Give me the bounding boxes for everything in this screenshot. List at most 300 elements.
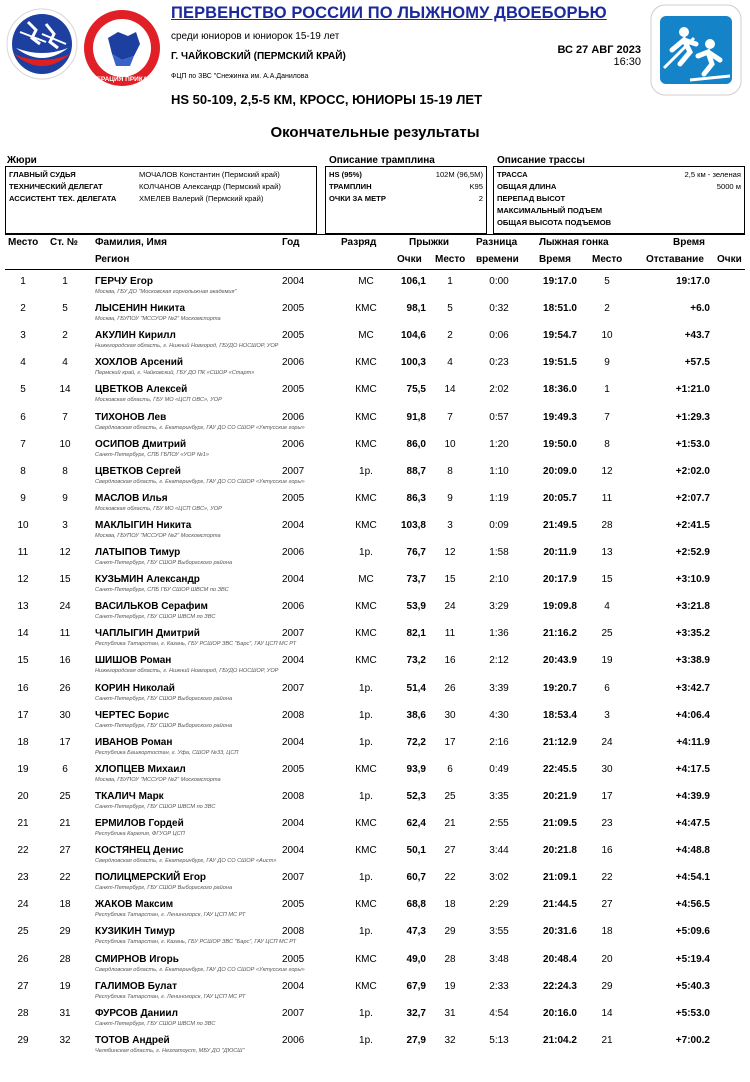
result-ski-time: 20:11.9: [543, 547, 577, 558]
result-total: +4:56.5: [675, 899, 710, 911]
result-year: 2005: [282, 492, 305, 504]
result-jump-place: 32: [444, 1034, 456, 1046]
result-total: +3:35.2: [675, 628, 710, 640]
result-rank: 1р.: [359, 736, 373, 748]
result-ski-time: 22:45.5: [543, 763, 577, 775]
result-rank: КМС: [355, 411, 377, 423]
result-year: 2004: [282, 845, 305, 857]
result-name: ШИШОВ Роман: [95, 655, 172, 667]
result-region: Санкт-Петербург, ГБУ СШОР Выборгского района: [95, 560, 233, 566]
result-jump-points: 49,0: [406, 953, 426, 965]
result-jump-points: 98,1: [406, 303, 426, 315]
hill-value: 102М (96,5М): [435, 170, 483, 179]
result-place: 19: [17, 763, 29, 775]
result-rank: КМС: [355, 655, 377, 667]
result-time-diff: 3:55: [489, 926, 509, 938]
result-ski-time: 20:43.9: [543, 655, 577, 667]
result-region: Санкт-Петербург, ГБУ СШОР Выборгского района: [95, 695, 233, 702]
result-time-diff: 0:49: [489, 763, 509, 775]
result-year: 2005: [282, 303, 305, 315]
result-bib: 27: [59, 845, 71, 857]
col-bib: Ст. №: [50, 237, 78, 248]
result-jump-points: 60,7: [406, 872, 426, 884]
result-rank: КМС: [355, 601, 377, 613]
result-jump-place: 4: [447, 357, 453, 369]
col-year: Год: [282, 237, 300, 248]
table-row: [0, 708, 750, 735]
result-ski-place: 8: [604, 438, 610, 450]
hill-box: [325, 166, 487, 234]
result-region: Санкт-Петербург, ГБУ СШОР ШВСМ по ЗВС: [95, 803, 216, 810]
result-bib: 8: [62, 465, 68, 477]
hill-key: ТРАМПЛИН: [329, 182, 372, 191]
jury-box: [5, 166, 317, 234]
table-row: [0, 735, 750, 762]
result-jump-points: 68,8: [406, 899, 426, 911]
result-year: 2005: [282, 763, 305, 775]
result-ski-place: 22: [601, 872, 613, 884]
result-year: 2008: [282, 790, 305, 802]
result-total: +1:21.0: [675, 384, 710, 396]
result-bib: 31: [59, 1007, 71, 1019]
result-time-diff: 2:16: [489, 736, 509, 748]
header-rule-top: [5, 234, 745, 235]
result-name: ХОХЛОВ Арсений: [95, 357, 184, 369]
course-key: ПЕРЕПАД ВЫСОТ: [497, 194, 566, 203]
result-time-diff: 0:23: [489, 357, 509, 369]
table-row: [0, 491, 750, 518]
result-time-diff: 0:57: [489, 411, 509, 423]
result-place: 27: [17, 980, 29, 992]
table-row: [0, 1006, 750, 1033]
result-ski-time: 20:21.9: [543, 790, 577, 802]
result-region: Санкт-Петербург, ГБУ СШОР Выборгского района: [95, 722, 233, 729]
results-heading: Окончательные результаты: [270, 124, 480, 141]
result-name: ЕРМИЛОВ Гордей: [95, 818, 184, 829]
result-total: +4:47.5: [675, 818, 710, 829]
result-place: 20: [17, 790, 29, 802]
result-place: 11: [17, 547, 29, 558]
result-ski-place: 18: [601, 926, 613, 938]
result-ski-time: 21:44.5: [543, 899, 577, 911]
result-ski-time: 18:51.0: [543, 303, 577, 315]
result-place: 9: [20, 492, 26, 504]
result-ski-time: 19:20.7: [543, 682, 577, 694]
result-jump-points: 27,9: [406, 1034, 426, 1046]
result-name: КУЗИКИН Тимур: [95, 926, 175, 938]
course-key: МАКСИМАЛЬНЫЙ ПОДЪЕМ: [497, 206, 603, 215]
result-year: 2007: [282, 1007, 305, 1019]
result-jump-place: 10: [444, 438, 456, 450]
result-bib: 15: [59, 574, 71, 586]
table-row: [0, 328, 750, 355]
result-year: 2005: [282, 384, 305, 396]
result-region: Москва, ГБУПОУ "МССУОР №2" Москомспорта: [95, 316, 221, 323]
result-ski-place: 30: [601, 763, 613, 775]
result-name: ВАСИЛЬКОВ Серафим: [95, 601, 208, 613]
result-time-diff: 5:13: [489, 1034, 509, 1046]
result-bib: 22: [59, 872, 71, 884]
result-jump-place: 8: [447, 465, 453, 477]
result-jump-place: 3: [447, 519, 453, 531]
result-name: ТОТОВ Андрей: [95, 1034, 170, 1046]
result-rank: 1р.: [359, 872, 373, 884]
table-row: [0, 410, 750, 437]
result-name: ЖАКОВ Максим: [95, 899, 174, 911]
result-bib: 19: [59, 980, 71, 992]
result-total: +4:06.4: [675, 709, 710, 721]
table-row: [0, 626, 750, 653]
result-ski-place: 3: [604, 709, 610, 721]
result-place: 17: [17, 709, 29, 721]
result-total: +3:38.9: [675, 655, 710, 667]
result-time-diff: 1:19: [489, 492, 509, 504]
col-jump-points: Очки: [397, 254, 422, 265]
result-year: 2006: [282, 547, 305, 558]
result-jump-points: 51,4: [406, 682, 426, 694]
result-jump-place: 27: [444, 845, 456, 857]
result-bib: 24: [59, 601, 71, 613]
result-total: +3:42.7: [675, 682, 710, 694]
result-region: Республика Карелия, ФГУОР ЦСП: [95, 831, 185, 837]
result-total: +4:39.9: [675, 790, 710, 802]
result-time-diff: 1:20: [489, 438, 509, 450]
result-year: 2007: [282, 682, 305, 694]
result-jump-points: 88,7: [406, 465, 426, 477]
table-row: [0, 274, 750, 301]
result-rank: 1р.: [359, 1034, 373, 1046]
result-year: 2004: [282, 736, 305, 748]
header-rule-bottom: [5, 269, 745, 270]
result-name: ОСИПОВ Дмитрий: [95, 438, 187, 450]
result-ski-time: 20:17.9: [543, 574, 577, 586]
result-bib: 14: [59, 384, 71, 396]
result-place: 18: [17, 736, 29, 748]
result-region: Республика Башкортостан, г. Уфа, СШОР №33, ЦСП: [95, 749, 239, 756]
table-row: [0, 464, 750, 491]
jury-heading: Жюри: [7, 155, 37, 166]
result-region: Республика Татарстан, г. Лениногорск, ГАУ ЦСП МС РТ: [95, 912, 246, 919]
result-jump-points: 67,9: [406, 980, 426, 992]
result-name: ТИХОНОВ Лев: [95, 411, 167, 423]
result-rank: КМС: [355, 899, 377, 911]
result-region: Санкт-Петербург, ГБУ СШОР ШВСМ по ЗВС: [95, 1020, 216, 1027]
result-year: 2007: [282, 628, 305, 640]
result-rank: КМС: [355, 438, 377, 450]
result-region: Республика Татарстан, г. Лениногорск, ГАУ ЦСП МС РТ: [95, 993, 246, 1000]
result-name: ЛЫСЕНИН Никита: [95, 303, 186, 315]
result-name: ТКАЛИЧ Марк: [95, 790, 164, 802]
result-jump-points: 73,2: [406, 655, 426, 667]
result-name: ИВАНОВ Роман: [95, 736, 173, 748]
table-row: [0, 924, 750, 951]
result-name: ЦВЕТКОВ Сергей: [95, 465, 181, 477]
result-name: ЧАПЛЫГИН Дмитрий: [95, 628, 200, 640]
result-place: 14: [17, 628, 29, 640]
result-year: 2004: [282, 276, 305, 287]
result-time-diff: 4:54: [489, 1007, 509, 1019]
result-ski-place: 15: [601, 574, 613, 586]
result-bib: 32: [59, 1034, 71, 1046]
col-ski-time: Время: [539, 254, 571, 265]
result-ski-time: 21:09.1: [543, 872, 577, 884]
result-time-diff: 3:29: [489, 601, 509, 613]
result-place: 13: [17, 601, 29, 613]
table-row: [0, 653, 750, 680]
course-box: [493, 166, 745, 234]
result-bib: 17: [59, 736, 71, 748]
result-jump-place: 24: [444, 601, 456, 613]
result-name: ГЕРЧУ Егор: [95, 276, 153, 287]
event-title: ПЕРВЕНСТВО РОССИИ ПО ЛЫЖНОМУ ДВОЕБОРЬЮ: [171, 4, 607, 22]
result-region: Санкт-Петербург, СПБ ГБПОУ «УОР №1»: [95, 451, 210, 458]
result-region: Санкт-Петербург, ГБУ СШОР ШВСМ по ЗВС: [95, 614, 216, 621]
result-total: +6.0: [690, 303, 710, 315]
result-ski-place: 28: [601, 519, 613, 531]
result-time-diff: 2:33: [489, 980, 509, 992]
result-time-diff: 0:32: [489, 303, 509, 315]
result-year: 2006: [282, 601, 305, 613]
result-bib: 26: [59, 682, 71, 694]
hill-key: HS (95%): [329, 170, 362, 179]
col-diff-time: времени: [476, 254, 519, 265]
result-name: МАСЛОВ Илья: [95, 492, 168, 504]
result-jump-place: 7: [447, 411, 453, 423]
result-ski-time: 19:49.3: [543, 411, 577, 423]
jury-value: МОЧАЛОВ Константин (Пермский край): [139, 170, 280, 179]
table-row: [0, 681, 750, 708]
result-ski-place: 29: [601, 980, 613, 992]
result-ski-place: 9: [604, 357, 610, 369]
result-ski-time: 20:09.0: [543, 465, 577, 477]
result-total: +4:48.8: [675, 845, 710, 857]
result-rank: 1р.: [359, 682, 373, 694]
table-row: [0, 952, 750, 979]
result-ski-place: 11: [601, 492, 613, 504]
hill-heading: Описание трамплина: [329, 155, 435, 166]
result-ski-time: 21:49.5: [543, 519, 577, 531]
result-place: 15: [17, 655, 29, 667]
result-jump-points: 93,9: [406, 763, 426, 775]
result-time-diff: 2:02: [489, 384, 509, 396]
result-time-diff: 3:35: [489, 790, 509, 802]
col-jump-place: Место: [435, 254, 466, 265]
result-place: 10: [17, 519, 29, 531]
col-behind: Отставание: [646, 254, 704, 265]
result-year: 2005: [282, 953, 305, 965]
result-total: +1:29.3: [675, 411, 710, 423]
result-bib: 10: [59, 438, 71, 450]
result-bib: 7: [62, 411, 68, 423]
result-time-diff: 0:06: [489, 330, 509, 342]
result-place: 24: [17, 899, 29, 911]
result-jump-place: 12: [444, 547, 456, 558]
result-total: +5:40.3: [675, 980, 710, 992]
jury-key: АССИСТЕНТ ТЕХ. ДЕЛЕГАТА: [9, 194, 117, 203]
result-jump-points: 53,9: [406, 601, 426, 613]
result-region: Московская область, ГБУ МО «ЦСП ОВС», УОР: [95, 505, 222, 512]
jury-value: ХМЕЛЕВ Валерий (Пермский край): [139, 194, 264, 203]
result-total: 19:17.0: [676, 276, 710, 287]
result-place: 28: [17, 1007, 29, 1019]
result-ski-place: 2: [604, 303, 610, 315]
table-row: [0, 572, 750, 599]
course-value: 2,5 км - зеленая: [684, 170, 741, 179]
result-rank: КМС: [355, 384, 377, 396]
result-ski-place: 24: [601, 736, 613, 748]
col-region: Регион: [95, 254, 130, 265]
result-place: 23: [17, 872, 29, 884]
result-year: 2004: [282, 519, 305, 531]
course-heading: Описание трассы: [497, 155, 585, 166]
course-value: 5000 м: [716, 182, 741, 191]
table-row: [0, 599, 750, 626]
result-region: Пермский край, г. Чайковский, ГБУ ДО ПК «СШОР «Старт»: [95, 370, 255, 377]
result-ski-time: 20:16.0: [543, 1007, 577, 1019]
result-ski-time: 21:12.9: [543, 736, 577, 748]
result-region: Свердловская область, г. Екатеринбург, ГАУ ДО СО СШОР «Уктусские горы»: [95, 966, 305, 973]
table-row: [0, 437, 750, 464]
result-region: Московская область, ГБУ МО «ЦСП ОВС», УОР: [95, 397, 222, 404]
result-jump-place: 5: [447, 303, 453, 315]
table-row: [0, 816, 750, 843]
result-year: 2007: [282, 872, 305, 884]
result-year: 2004: [282, 655, 305, 667]
course-key: ОБЩАЯ ДЛИНА: [497, 182, 557, 191]
result-place: 25: [17, 926, 29, 938]
result-ski-place: 16: [601, 845, 613, 857]
result-jump-points: 73,7: [406, 574, 426, 586]
result-total: +2:52.9: [675, 547, 710, 558]
result-ski-place: 12: [601, 465, 613, 477]
event-location: Г. ЧАЙКОВСКИЙ (ПЕРМСКИЙ КРАЙ): [171, 51, 346, 62]
result-rank: 1р.: [359, 1007, 373, 1019]
result-place: 22: [17, 845, 29, 857]
result-jump-points: 86,0: [406, 438, 426, 450]
result-place: 3: [20, 330, 26, 342]
result-rank: КМС: [355, 953, 377, 965]
result-place: 5: [20, 384, 26, 396]
result-ski-time: 19:51.5: [543, 357, 577, 369]
result-jump-place: 22: [444, 872, 456, 884]
result-rank: КМС: [355, 818, 377, 829]
result-year: 2006: [282, 438, 305, 450]
result-ski-place: 14: [601, 1007, 613, 1019]
result-jump-points: 82,1: [406, 628, 426, 640]
result-jump-place: 14: [444, 384, 456, 396]
hill-value: 2: [478, 194, 483, 203]
logo-text: ФЕДЕРАЦИЯ ПРИКАМЬЯ: [82, 76, 162, 83]
result-place: 4: [20, 357, 26, 369]
result-ski-time: 19:17.0: [543, 276, 577, 287]
table-row: [0, 870, 750, 897]
event-date: ВС 27 АВГ 2023: [557, 44, 641, 56]
result-year: 2004: [282, 980, 305, 992]
result-place: 6: [20, 411, 26, 423]
result-name: ХЛОПЦЕВ Михаил: [95, 763, 186, 775]
result-rank: КМС: [355, 303, 377, 315]
result-rank: 1р.: [359, 790, 373, 802]
table-row: [0, 355, 750, 382]
result-total: +7:00.2: [675, 1034, 710, 1046]
result-ski-time: 21:16.2: [543, 628, 577, 640]
result-jump-place: 9: [447, 492, 453, 504]
result-rank: МС: [358, 574, 374, 586]
result-ski-place: 7: [604, 411, 610, 423]
result-total: +4:17.5: [675, 763, 710, 775]
result-jump-place: 16: [444, 655, 456, 667]
result-ski-time: 19:50.0: [543, 438, 577, 450]
result-total: +4:54.1: [675, 872, 710, 884]
result-total: +1:53.0: [675, 438, 710, 450]
result-year: 2005: [282, 330, 305, 342]
result-ski-time: 20:31.6: [543, 926, 577, 938]
result-jump-points: 75,5: [406, 384, 426, 396]
result-ski-place: 20: [601, 953, 613, 965]
col-ski-place: Место: [592, 254, 623, 265]
result-rank: КМС: [355, 492, 377, 504]
result-time-diff: 2:29: [489, 899, 509, 911]
jury-value: КОЛЧАНОВ Александр (Пермский край): [139, 182, 281, 191]
result-ski-place: 21: [601, 1034, 613, 1046]
result-ski-place: 10: [601, 330, 613, 342]
result-jump-points: 100,3: [400, 357, 426, 369]
result-jump-place: 21: [444, 818, 456, 829]
result-time-diff: 1:36: [489, 628, 509, 640]
result-bib: 1: [62, 276, 68, 287]
result-jump-points: 50,1: [406, 845, 426, 857]
result-time-diff: 1:10: [489, 465, 509, 477]
result-rank: КМС: [355, 763, 377, 775]
result-bib: 4: [62, 357, 68, 369]
result-time-diff: 1:58: [489, 547, 509, 558]
result-rank: КМС: [355, 519, 377, 531]
result-place: 21: [17, 818, 29, 829]
result-region: Свердловская область, г. Екатеринбург, ГАУ ДО СО СШОР «Уктусские горы»: [95, 424, 305, 431]
result-jump-points: 103,8: [400, 519, 426, 531]
result-time-diff: 2:10: [489, 574, 509, 586]
result-total: +5:19.4: [675, 953, 710, 965]
result-region: Свердловская область, г. Екатеринбург, ГАУ ДО СО СШОР «Аист»: [95, 858, 277, 865]
result-name: АКУЛИН Кирилл: [95, 330, 176, 342]
result-bib: 12: [59, 547, 71, 558]
result-place: 26: [17, 953, 29, 965]
result-name: ЛАТЫПОВ Тимур: [95, 547, 181, 558]
result-ski-place: 13: [601, 547, 613, 558]
result-year: 2006: [282, 1034, 305, 1046]
table-row: [0, 382, 750, 409]
result-time-diff: 0:09: [489, 519, 509, 531]
result-year: 2006: [282, 411, 305, 423]
table-row: [0, 545, 750, 572]
result-region: Нижегородская область, г. Нижний Новгород, ГБУДО НОСШОР, УОР: [95, 343, 279, 350]
result-place: 12: [17, 574, 29, 586]
result-place: 1: [20, 276, 26, 287]
result-ski-time: 22:24.3: [543, 980, 577, 992]
result-time-diff: 2:12: [489, 655, 509, 667]
col-rank: Разряд: [341, 237, 377, 248]
result-jump-place: 26: [444, 682, 456, 694]
col-diff: Разница: [476, 237, 518, 248]
regional-federation-logo: [82, 8, 162, 88]
result-place: 7: [20, 438, 26, 450]
event-time: 16:30: [613, 56, 641, 68]
result-time-diff: 3:48: [489, 953, 509, 965]
result-bib: 18: [59, 899, 71, 911]
result-name: ФУРСОВ Даниил: [95, 1007, 178, 1019]
result-region: Свердловская область, г. Екатеринбург, ГАУ ДО СО СШОР «Уктусские горы»: [95, 478, 305, 485]
result-ski-time: 20:05.7: [543, 492, 577, 504]
